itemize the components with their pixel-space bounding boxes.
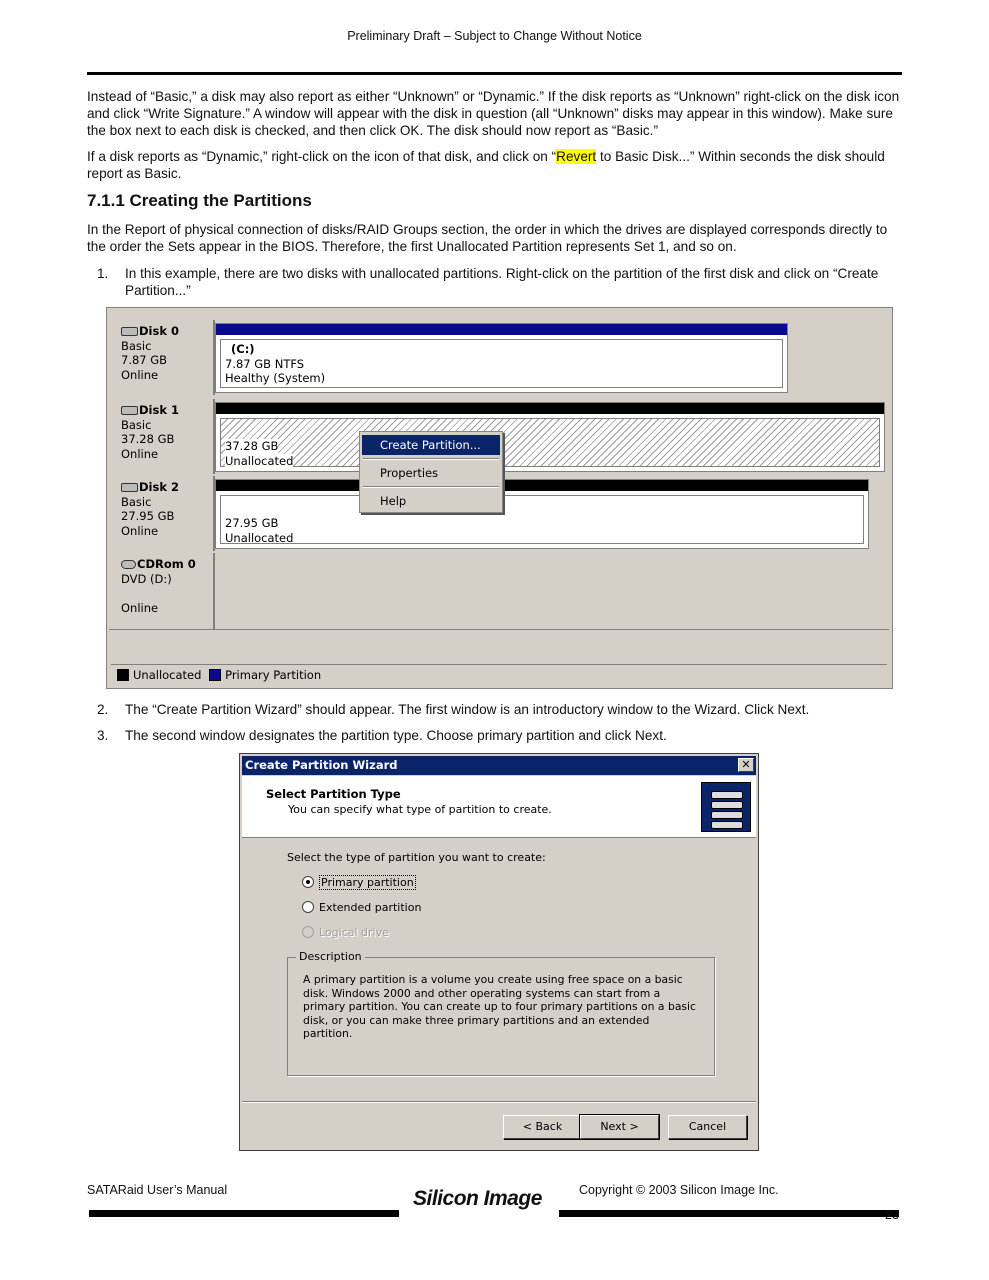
menu-item-create-partition[interactable]: Create Partition... [362, 435, 500, 455]
step-number: 3. [97, 728, 109, 743]
legend [111, 664, 887, 686]
draft-notice: Preliminary Draft – Subject to Change Without Notice [347, 29, 642, 43]
radio-disabled-icon [302, 926, 314, 938]
footer-bar-right [559, 1210, 899, 1217]
paragraph-revert-after: to Basic Disk...” Within seconds the disk should report as Basic. [87, 149, 885, 181]
silicon-image-logo: Silicon Image [413, 1187, 542, 1210]
hard-disk-icon [121, 327, 138, 336]
close-icon[interactable]: ✕ [738, 758, 754, 772]
disk-label: Disk 0 Basic 7.87 GB Online [111, 320, 215, 395]
step-text: In this example, there are two disks with unallocated partitions. Right-click on the partition of the first disk and click on “Create Partition...” [125, 266, 879, 298]
cdrom-row [109, 551, 889, 629]
cdrom-label: CDRom 0 DVD (D:) Online [111, 553, 215, 629]
manual-title: SATARaid User’s Manual [87, 1183, 228, 1197]
step-text: The second window designates the partition type. Choose primary partition and click Next. [125, 728, 667, 743]
description-text: A primary partition is a volume you create using free space on a basic disk. Windows 2000 and other operating systems can start from a primary partition. You can create up to four primary partitions on a basic disk, or you can make three primary partitions and an extended partition. [303, 973, 696, 1040]
disk-label: Disk 2 Basic 27.95 GB Online [111, 476, 215, 551]
hard-disk-icon [121, 406, 138, 415]
legend-primary: Primary Partition [225, 668, 322, 682]
highlighted-revert: Revert [556, 149, 597, 164]
step-number: 2. [97, 702, 109, 717]
legend-unallocated: Unallocated [133, 668, 202, 682]
unallocated-swatch [117, 669, 129, 681]
wizard-heading: Select Partition Type [266, 787, 401, 801]
step-number: 1. [97, 266, 109, 281]
disk-management-screenshot [106, 307, 893, 689]
unallocated-partition-disk-1[interactable]: 37.28 GB Unallocated [215, 402, 885, 472]
radio-primary-partition[interactable]: Primary partition [302, 876, 416, 889]
wizard-subheading: You can specify what type of partition to create. [288, 803, 552, 816]
footer-bar-left [89, 1210, 399, 1217]
hard-disk-icon [121, 483, 138, 492]
paragraph-order: In the Report of physical connection of disks/RAID Groups section, the order in which the drives are displayed corresponds directly to the order the Sets appear in the BIOS. Therefore, the first Unallocated Partition represents Set 1, and so on. [87, 222, 888, 254]
primary-partition-swatch [209, 669, 221, 681]
radio-selected-icon [302, 876, 314, 888]
radio-logical-drive: Logical drive [302, 926, 389, 939]
radio-icon [302, 901, 314, 913]
menu-item-properties[interactable]: Properties [380, 466, 439, 480]
page-number: 23 [885, 1208, 899, 1222]
partition-type-prompt: Select the type of partition you want to create: [287, 851, 546, 864]
context-menu [359, 431, 503, 513]
unallocated-partition-disk-2[interactable]: 27.95 GB Unallocated [215, 479, 869, 549]
description-title: Description [296, 950, 365, 963]
header-rule [87, 72, 902, 75]
cdrom-icon [121, 560, 136, 569]
step-text: The “Create Partition Wizard” should appear. The first window is an introductory window to the Wizard. Click Next. [125, 702, 810, 717]
paragraph-revert-before: If a disk reports as “Dynamic,” right-click on the icon of that disk, and click on “ [87, 149, 557, 164]
wizard-title: Create Partition Wizard [245, 758, 398, 772]
back-button[interactable]: < Back [503, 1115, 582, 1139]
description-group [287, 950, 715, 1076]
wizard-title-bar [242, 756, 756, 775]
volume-c[interactable]: (C:) 7.87 GB NTFS Healthy (System) [215, 323, 788, 393]
wizard-header [242, 776, 756, 838]
radio-extended-partition[interactable]: Extended partition [302, 901, 421, 914]
copyright: Copyright © 2003 Silicon Image Inc. [579, 1183, 779, 1197]
menu-item-help[interactable]: Help [380, 494, 407, 508]
cancel-button[interactable]: Cancel [668, 1115, 747, 1139]
section-heading: 7.1.1 Creating the Partitions [87, 191, 312, 210]
disk-label: Disk 1 Basic 37.28 GB Online [111, 399, 215, 474]
paragraph-revert [87, 148, 902, 182]
disk-row [109, 318, 889, 395]
create-partition-wizard [239, 753, 759, 1151]
paragraph-unknown-dynamic: Instead of “Basic,” a disk may also report as either “Unknown” or “Dynamic.” If the disk reports as “Unknown” right-click on the disk icon and click “Write Signature.” A window will appear with the disk in question (all “Unknown” disks may appear in this window). Make sure the box next to each disk is checked, and then click OK. The disk should now report as “Basic.” [87, 89, 900, 138]
next-button[interactable]: Next > [580, 1115, 659, 1139]
disk-stack-icon [701, 782, 751, 832]
